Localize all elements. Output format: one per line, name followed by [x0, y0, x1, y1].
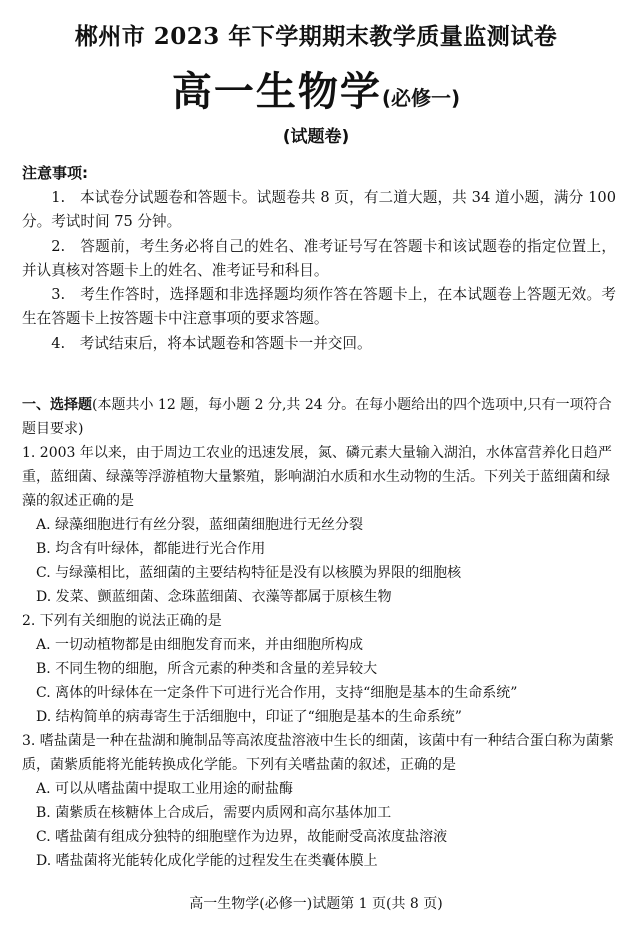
section-heading: [22, 393, 616, 441]
subject-suffix: (必修一): [381, 86, 461, 110]
paper-type: (试题卷): [282, 127, 350, 147]
subject-name: 高一生物学: [171, 69, 382, 115]
question-option: A. 绿藻细胞进行有丝分裂，蓝细菌细胞进行无丝分裂: [36, 517, 364, 533]
questions-area: [22, 393, 616, 873]
question-stem: 2. 下列有关细胞的说法正确的是: [22, 613, 222, 629]
section-description: (本题共小 12 题，每小题 2 分,共 24 分。在每小题给出的四个选项中,只有一项符合题目要求): [22, 397, 612, 437]
notice-item: 4. 考试结束后，将本试题卷和答题卡一并交回。: [51, 334, 372, 352]
question-option: C. 离体的叶绿体在一定条件下可进行光合作用，支持“细胞是基本的生命系统”: [36, 685, 518, 701]
question-stem: 1. 2003 年以来，由于周边工农业的迅速发展，氮、磷元素大量输入湖泊，水体富营养化日趋严重，蓝细菌、绿藻等浮游植物大量繁殖，影响湖泊水质和水生动物的生活。下列关于蓝细菌和绿藻的叙述正确的是: [22, 445, 612, 509]
question-option: A. 可以从嗜盐菌中提取工业用途的耐盐酶: [36, 781, 294, 797]
notice-item: 1. 本试卷分试题卷和答题卡。试题卷共 8 页，有二道大题，共 34 道小题，满分 100 分。考试时间 75 分钟。: [22, 189, 616, 231]
question-option: D. 嗜盐菌将光能转化成化学能的过程发生在类囊体膜上: [36, 853, 378, 869]
question-option: B. 不同生物的细胞，所含元素的种类和含量的差异较大: [36, 661, 378, 677]
question-option: A. 一切动植物都是由细胞发育而来，并由细胞所构成: [36, 637, 364, 653]
question-option: D. 发菜、颤蓝细菌、念珠蓝细菌、衣藻等都属于原核生物: [36, 589, 392, 605]
section-label: 一、选择题: [22, 397, 92, 413]
page-footer: 高一生物学(必修一)试题第 1 页(共 8 页): [189, 896, 443, 912]
question-option: C. 与绿藻相比，蓝细菌的主要结构特征是没有以核膜为界限的细胞核: [36, 565, 462, 581]
exam-title: 郴州市 2023 年下学期期末教学质量监测试卷: [74, 23, 558, 50]
question-option: B. 菌紫质在核糖体上合成后，需要内质网和高尔基体加工: [36, 805, 392, 821]
notice-item: 2. 答题前，考生务必将自己的姓名、准考证号写在答题卡和该试题卷的指定位置上，并认真核对答题卡上的姓名、准考证号和科目。: [22, 237, 616, 279]
notice-heading: 注意事项:: [22, 164, 88, 182]
question-option: B. 均含有叶绿体，都能进行光合作用: [36, 541, 266, 557]
subject-title: [0, 60, 632, 117]
notice-item: 3. 考生作答时，选择题和非选择题均须作答在答题卡上，在本试题卷上答题无效。考生在答题卡上按答题卡中注意事项的要求答题。: [22, 286, 616, 328]
question-option: C. 嗜盐菌有组成分独特的细胞壁作为边界，故能耐受高浓度盐溶液: [36, 829, 448, 845]
question-option: D. 结构简单的病毒寄生于活细胞中，印证了“细胞是基本的生命系统”: [36, 709, 462, 725]
notice-list: [22, 186, 616, 356]
question-stem: 3. 嗜盐菌是一种在盐湖和腌制品等高浓度盐溶液中生长的细菌，该菌中有一种结合蛋白称为菌紫质，菌紫质能将光能转换成化学能。下列有关嗜盐菌的叙述，正确的是: [22, 733, 614, 773]
